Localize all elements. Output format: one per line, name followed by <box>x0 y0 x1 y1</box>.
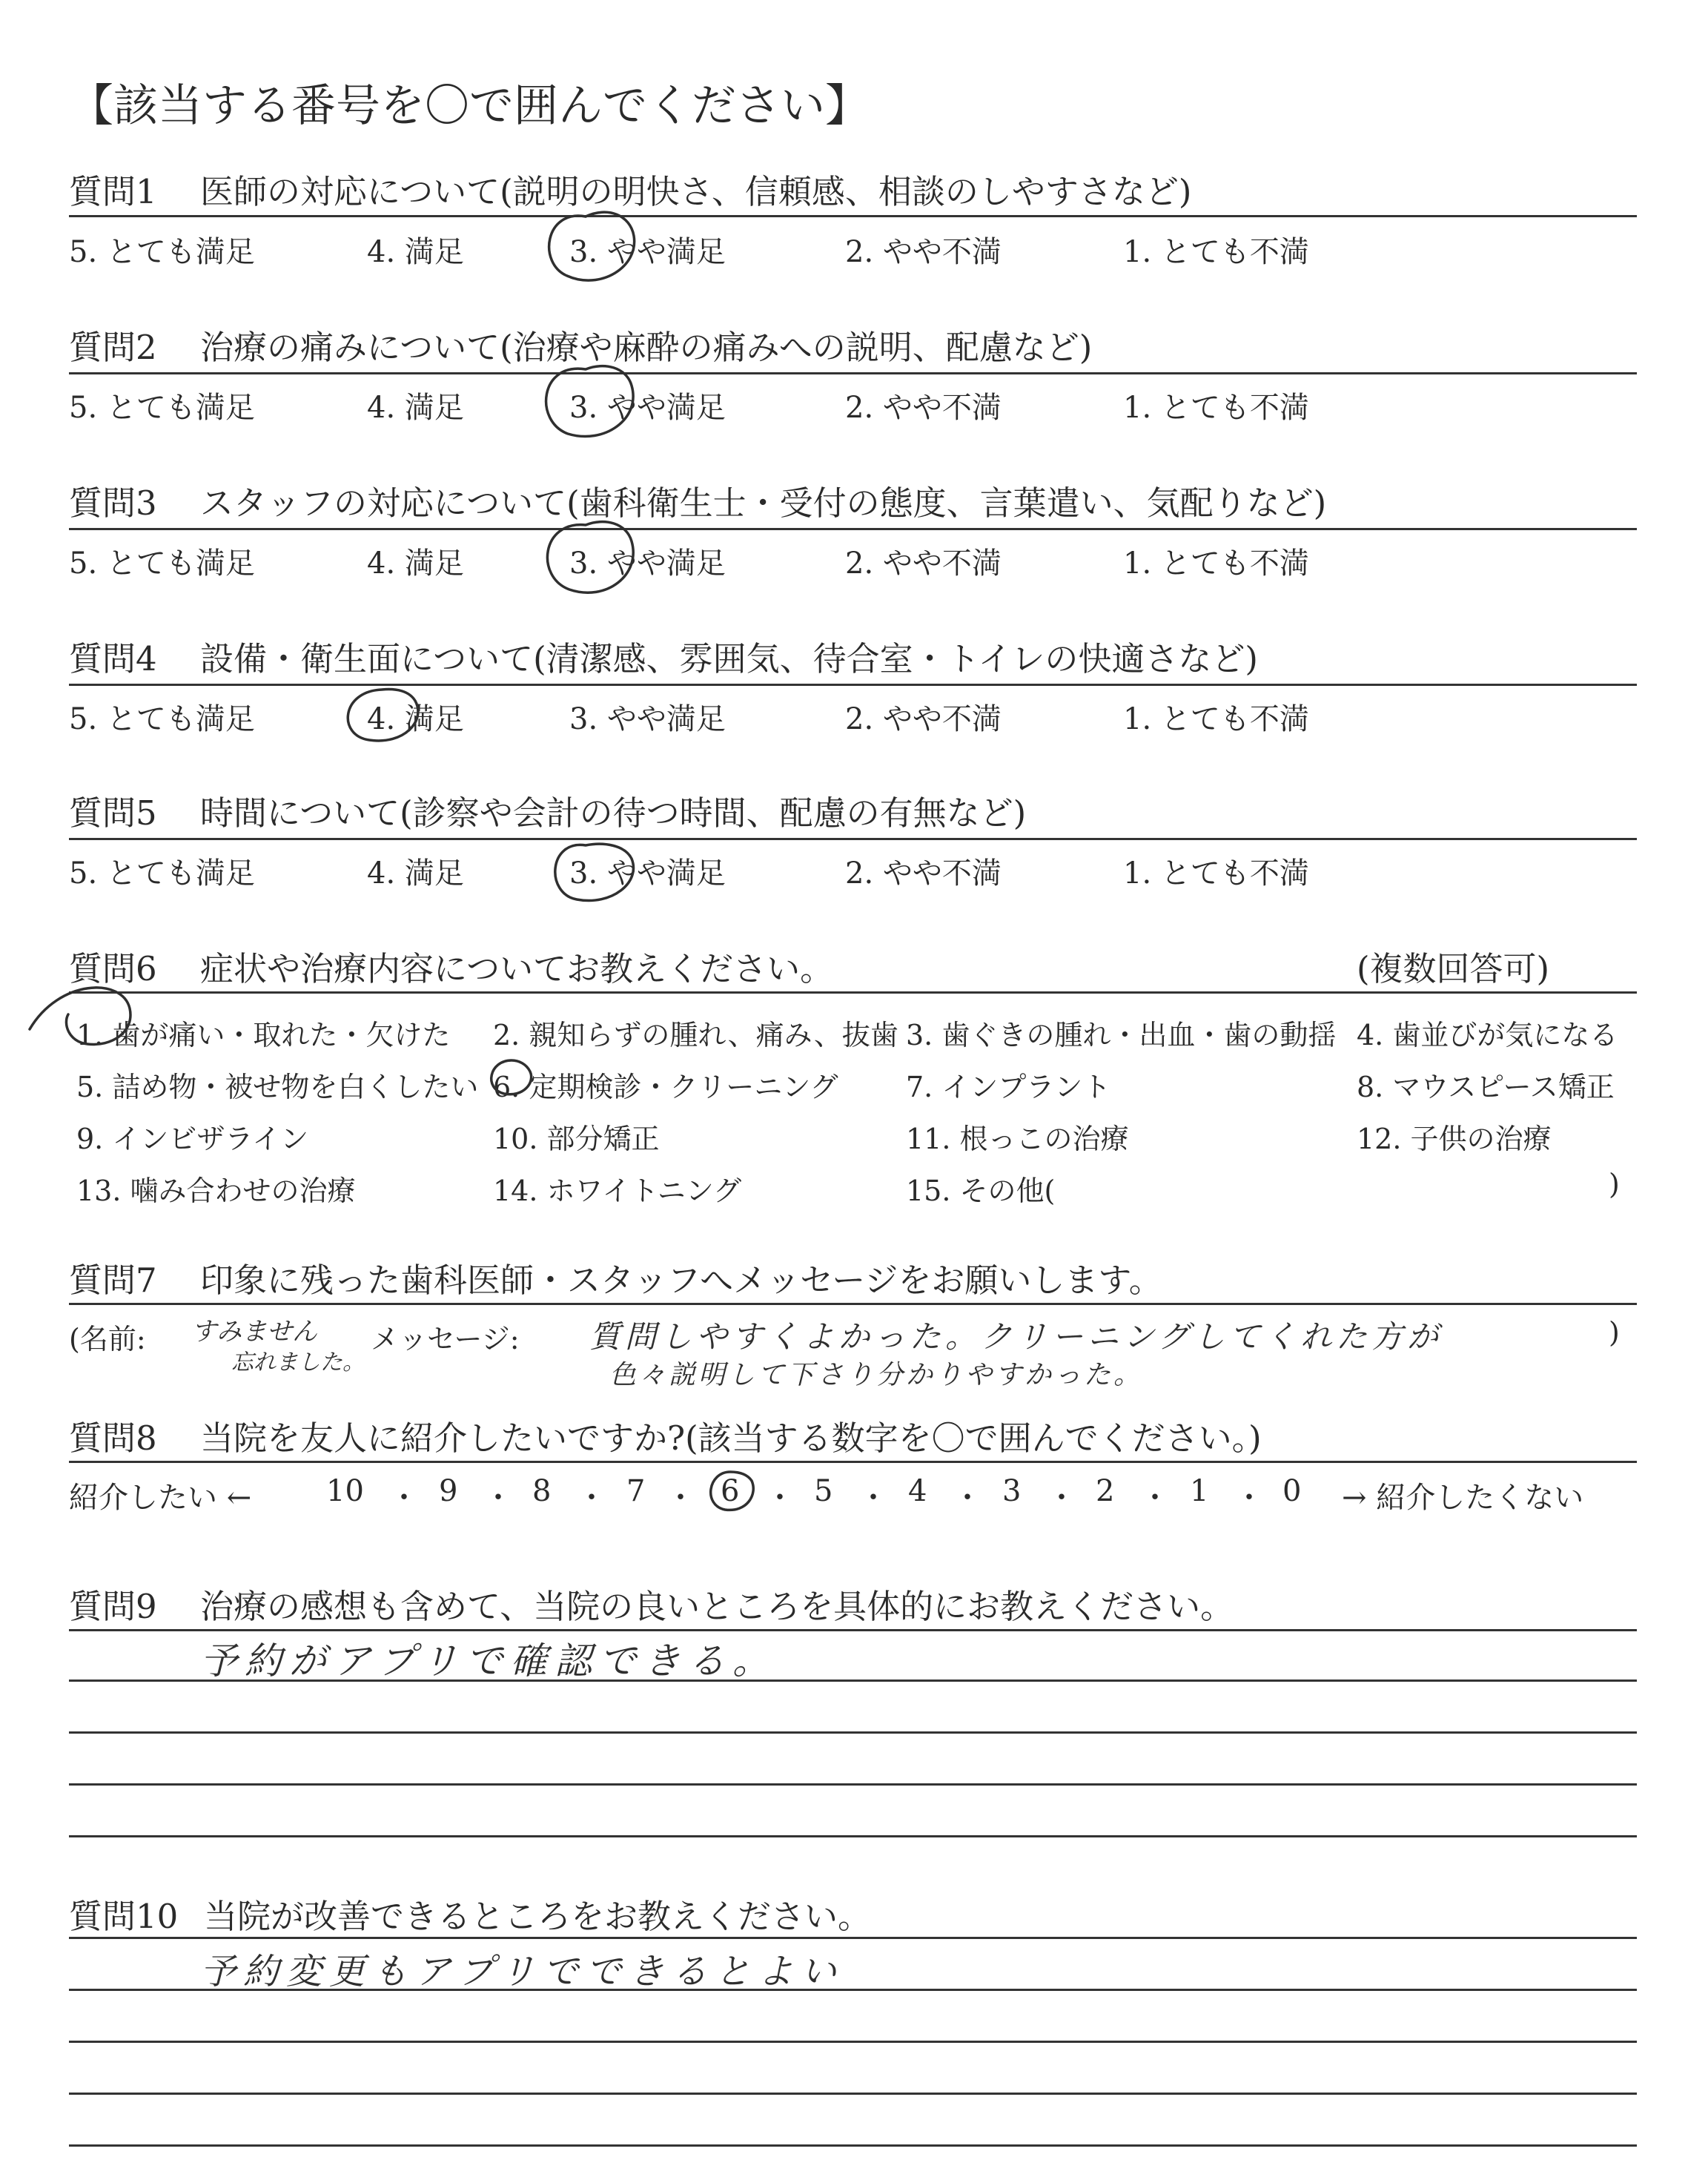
scale-9[interactable]: 9 <box>439 1474 458 1508</box>
scale-0[interactable]: 0 <box>1282 1474 1302 1508</box>
form-title: 【該当する番号を〇で囲んでください】 <box>69 80 870 132</box>
rating-option-4[interactable]: 4. 満足 <box>367 391 464 425</box>
divider <box>69 838 1637 840</box>
symptom-option-13[interactable]: 13. 噛み合わせの治療 <box>76 1175 356 1207</box>
symptom-option-10[interactable]: 10. 部分矯正 <box>493 1123 660 1155</box>
name-label: (名前: <box>69 1323 146 1355</box>
scale-dot: ・ <box>389 1481 419 1515</box>
rating-option-3[interactable]: 3. やや満足 <box>569 235 726 269</box>
symptom-option-12[interactable]: 12. 子供の治療 <box>1357 1123 1552 1155</box>
divider <box>69 684 1637 686</box>
symptom-option-2[interactable]: 2. 親知らずの腫れ、痛み、抜歯 <box>493 1019 898 1051</box>
handwritten-answer: 予約変更もアプリでできるとよい <box>200 1951 844 1992</box>
question-label: 質問8 <box>69 1418 157 1458</box>
recommend-right-label: → 紹介したくない <box>1342 1481 1584 1515</box>
rating-option-1[interactable]: 1. とても不満 <box>1123 856 1309 891</box>
symptom-option-7[interactable]: 7. インプラント <box>906 1071 1111 1103</box>
divider <box>69 528 1637 530</box>
question-text: 当院が改善できるところをお教えください。 <box>204 1897 872 1936</box>
recommend-left-label: 紹介したい ← <box>69 1481 252 1515</box>
scale-5[interactable]: 5 <box>814 1474 833 1508</box>
answer-line <box>69 2144 1637 2147</box>
symptom-option-5[interactable]: 5. 詰め物・被せ物を白くしたい <box>76 1071 479 1103</box>
rating-option-4[interactable]: 4. 満足 <box>367 546 464 581</box>
question-label: 質問4 <box>69 639 157 678</box>
rating-option-5[interactable]: 5. とても満足 <box>69 546 255 581</box>
symptom-option-3[interactable]: 3. 歯ぐきの腫れ・出血・歯の動揺 <box>906 1019 1337 1051</box>
rating-option-2[interactable]: 2. やや不満 <box>845 235 1002 269</box>
handwritten-name-line-1: すみません <box>191 1317 317 1347</box>
question-text: 設備・衛生面について(清潔感、雰囲気、待合室・トイレの快適さなど) <box>200 639 1258 678</box>
scale-2[interactable]: 2 <box>1096 1474 1115 1508</box>
divider <box>69 372 1637 374</box>
close-paren: ) <box>1609 1316 1620 1349</box>
symptom-option-11[interactable]: 11. 根っこの治療 <box>906 1123 1129 1155</box>
rating-option-2[interactable]: 2. やや不満 <box>845 546 1002 581</box>
rating-option-4[interactable]: 4. 満足 <box>367 235 464 269</box>
answer-line <box>69 1835 1637 1837</box>
divider <box>69 1303 1637 1305</box>
question-text: 当院を友人に紹介したいですか?(該当する数字を〇で囲んでください。) <box>200 1418 1262 1458</box>
question-label: 質問7 <box>69 1261 157 1300</box>
scale-dot: ・ <box>953 1481 982 1515</box>
question-label: 質問5 <box>69 793 157 833</box>
question-label: 質問10 <box>69 1897 179 1936</box>
rating-option-4[interactable]: 4. 満足 <box>367 856 464 891</box>
question-label: 質問1 <box>69 172 157 211</box>
divider <box>69 215 1637 217</box>
answer-line <box>69 1783 1637 1786</box>
rating-option-3[interactable]: 3. やや満足 <box>569 546 726 581</box>
answer-line <box>69 2041 1637 2043</box>
symptom-option-15[interactable]: 15. その他( <box>906 1175 1056 1207</box>
symptom-option-8[interactable]: 8. マウスピース矯正 <box>1357 1071 1615 1103</box>
symptom-option-9[interactable]: 9. インビザライン <box>76 1123 309 1155</box>
handwritten-message-line-1: 質問しやすくよかった。クリーニングしてくれた方が <box>589 1318 1443 1355</box>
rating-option-5[interactable]: 5. とても満足 <box>69 856 255 891</box>
rating-option-5[interactable]: 5. とても満足 <box>69 235 255 269</box>
scale-dot: ・ <box>1234 1481 1264 1515</box>
scale-dot: ・ <box>765 1481 795 1515</box>
symptom-option-1[interactable]: 1. 歯が痛い・取れた・欠けた <box>76 1019 451 1051</box>
message-label: メッセージ: <box>371 1323 520 1355</box>
handwritten-name-line-2: 忘れました。 <box>231 1350 365 1375</box>
rating-option-1[interactable]: 1. とても不満 <box>1123 546 1309 581</box>
question-label: 質問3 <box>69 483 157 523</box>
divider <box>69 991 1637 994</box>
scale-dot: ・ <box>1140 1481 1170 1515</box>
question-label: 質問2 <box>69 328 157 367</box>
scale-3[interactable]: 3 <box>1002 1474 1022 1508</box>
scale-4[interactable]: 4 <box>908 1474 927 1508</box>
scale-dot: ・ <box>483 1481 513 1515</box>
scale-dot: ・ <box>666 1481 695 1515</box>
rating-option-1[interactable]: 1. とても不満 <box>1123 702 1309 736</box>
multiple-answers-note: (複数回答可) <box>1357 949 1550 988</box>
handwritten-message-line-2: 色々説明して下さり分かりやすかった。 <box>609 1360 1144 1390</box>
question-label: 質問9 <box>69 1587 157 1626</box>
other-close-paren: ) <box>1609 1168 1620 1200</box>
scale-dot: ・ <box>1047 1481 1076 1515</box>
question-text: スタッフの対応について(歯科衛生士・受付の態度、言葉遣い、気配りなど) <box>200 483 1327 523</box>
rating-option-2[interactable]: 2. やや不満 <box>845 391 1002 425</box>
scale-dot: ・ <box>858 1481 888 1515</box>
question-text: 医師の対応について(説明の明快さ、信頼感、相談のしやすさなど) <box>200 172 1192 211</box>
scale-7[interactable]: 7 <box>626 1474 646 1508</box>
divider <box>69 1461 1637 1463</box>
scale-dot: ・ <box>577 1481 606 1515</box>
rating-option-4[interactable]: 4. 満足 <box>367 702 464 736</box>
answer-line <box>69 1937 1637 1939</box>
question-text: 治療の痛みについて(治療や麻酔の痛みへの説明、配慮など) <box>200 328 1093 367</box>
rating-option-2[interactable]: 2. やや不満 <box>845 856 1002 891</box>
rating-option-3[interactable]: 3. やや満足 <box>569 856 726 891</box>
rating-option-1[interactable]: 1. とても不満 <box>1123 391 1309 425</box>
answer-line <box>69 2093 1637 2095</box>
symptom-option-14[interactable]: 14. ホワイトニング <box>493 1175 742 1207</box>
symptom-option-6[interactable]: 6. 定期検診・クリーニング <box>493 1071 838 1103</box>
question-label: 質問6 <box>69 949 157 988</box>
question-text: 症状や治療内容についてお教えください。 <box>200 949 834 988</box>
scale-10[interactable]: 10 <box>326 1474 364 1508</box>
scale-8[interactable]: 8 <box>532 1474 552 1508</box>
question-text: 治療の感想も含めて、当院の良いところを具体的にお教えください。 <box>200 1587 1234 1626</box>
rating-option-3[interactable]: 3. やや満足 <box>569 391 726 425</box>
rating-option-1[interactable]: 1. とても不満 <box>1123 235 1309 269</box>
scale-1[interactable]: 1 <box>1190 1474 1209 1508</box>
question-text: 印象に残った歯科医師・スタッフへメッセージをお願いします。 <box>200 1261 1162 1300</box>
rating-option-5[interactable]: 5. とても満足 <box>69 702 255 736</box>
rating-option-5[interactable]: 5. とても満足 <box>69 391 255 425</box>
handwritten-answer: 予約がアプリで確認できる。 <box>200 1639 777 1682</box>
question-text: 時間について(診察や会計の待つ時間、配慮の有無など) <box>200 793 1027 833</box>
rating-option-2[interactable]: 2. やや不満 <box>845 702 1002 736</box>
answer-line <box>69 1731 1637 1734</box>
rating-option-3[interactable]: 3. やや満足 <box>569 702 726 736</box>
symptom-option-4[interactable]: 4. 歯並びが気になる <box>1357 1019 1618 1051</box>
scale-6[interactable]: 6 <box>721 1474 740 1508</box>
